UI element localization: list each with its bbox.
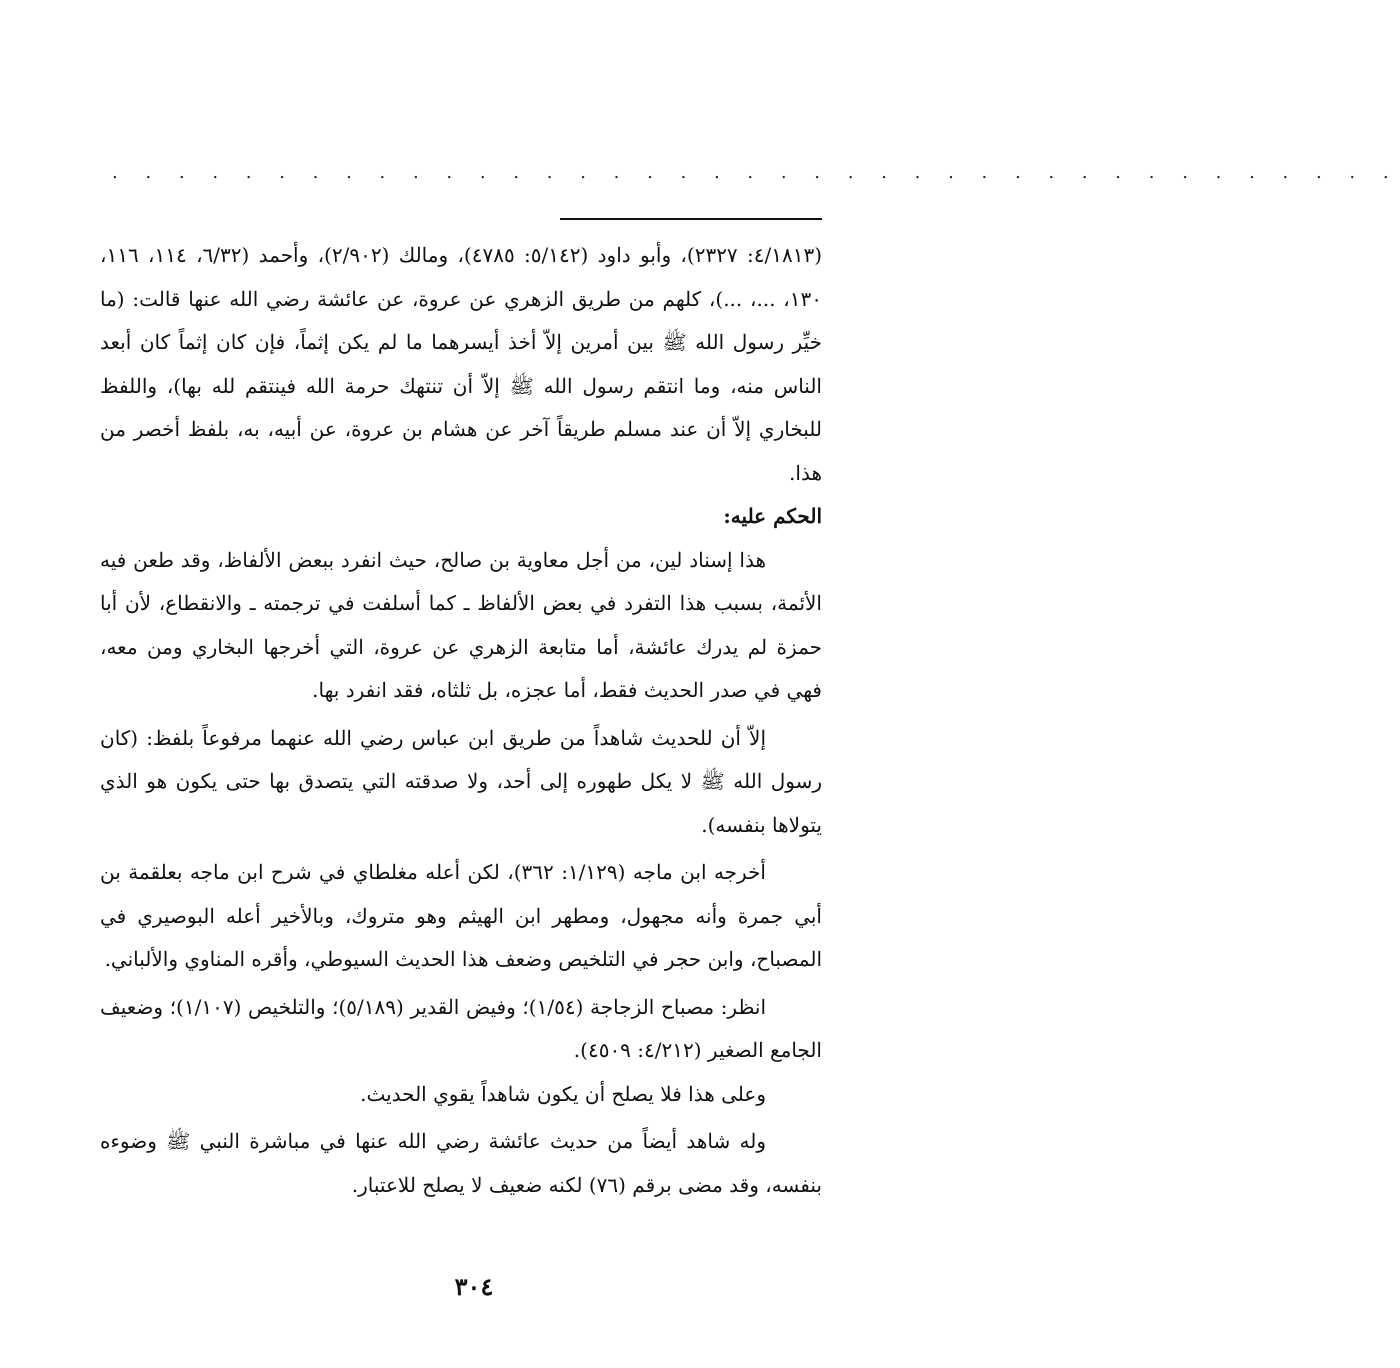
paragraph-witness: إلاّ أن للحديث شاهداً من طريق ابن عباس رضي الله عنهما مرفوعاً بلفظ: (كان رسول الله ﷺ لا يكل طهوره إلى أحد، ولا صدقته التي يتصدق بها حتى يكون هو الذي يتولاها بنفسه). xyxy=(100,725,822,837)
paragraph-conclusion: وعلى هذا فلا يصلح أن يكون شاهداً يقوي الحديث. xyxy=(360,1081,766,1106)
dotted-separator: . . . . . . . . . . . . . . . . . . . . . . . . . . . . . . . . . . . . . . . xyxy=(112,162,1400,183)
footnote-rule xyxy=(560,218,822,220)
paragraph-second-witness: وله شاهد أيضاً من حديث عائشة رضي الله عنها في مباشرة النبي ﷺ وضوءه بنفسه، وقد مضى برقم (٧٦) لكنه ضعيف لا يصلح للاعتبار. xyxy=(100,1129,822,1197)
page-body xyxy=(100,234,822,1207)
paragraph-references: انظر: مصباح الزجاجة (١/٥٤)؛ وفيض القدير (٥/١٨٩)؛ والتلخيص (١/١٠٧)؛ وضعيف الجامع الصغير (٤/٢١٢: ٤٥٠٩). xyxy=(100,994,822,1062)
page-number: ٣٠٤ xyxy=(454,1272,494,1301)
paragraph-takhrij: أخرجه ابن ماجه (١/١٢٩: ٣٦٢)، لكن أعله مغلطاي في شرح ابن ماجه بعلقمة بن أبي جمرة وأنه مجهول، ومطهر ابن الهيثم وهو متروك، وبالأخير أعله البوصيري في المصباح، وابن حجر في التلخيص وضعف هذا الحديث السيوطي، وأقره المناوي والألباني. xyxy=(100,860,822,971)
section-heading: الحكم عليه: xyxy=(723,504,822,528)
paragraph-ruling: هذا إسناد لين، من أجل معاوية بن صالح، حيث انفرد ببعض الألفاظ، وقد طعن فيه الأئمة، بسبب هذا التفرد في بعض الألفاظ ـ كما أسلفت في ترجمته ـ والانقطاع، لأن أبا حمزة لم يدرك عائشة، أما متابعة الزهري عن عروة، التي أخرجها البخاري ومن معه، فهي في صدر الحديث فقط، أما عجزه، بل ثلثاه، فقد انفرد بها. xyxy=(100,547,822,702)
footnote-paragraph: (٤/١٨١٣: ٢٣٢٧)، وأبو داود (٥/١٤٢: ٤٧٨٥)، ومالك (٢/٩٠٢)، وأحمد (٦/٣٢، ١١٤، ١١٦، ١٣٠، ...، ...)، كلهم من طريق الزهري عن عروة، عن عائشة رضي الله عنها قالت: (ما خيِّر رسول الله ﷺ بين أمرين إلاّ أخذ أيسرهما ما لم يكن إثماً، فإن كان إثماً كان أبعد الناس منه، وما انتقم رسول الله ﷺ إلاّ أن تنتهك حرمة الله فينتقم لله بها)، واللفظ للبخاري إلاّ أن عند مسلم طريقاً آخر عن هشام بن عروة، عن أبيه، به، بلفظ أخصر من هذا. xyxy=(100,243,823,485)
